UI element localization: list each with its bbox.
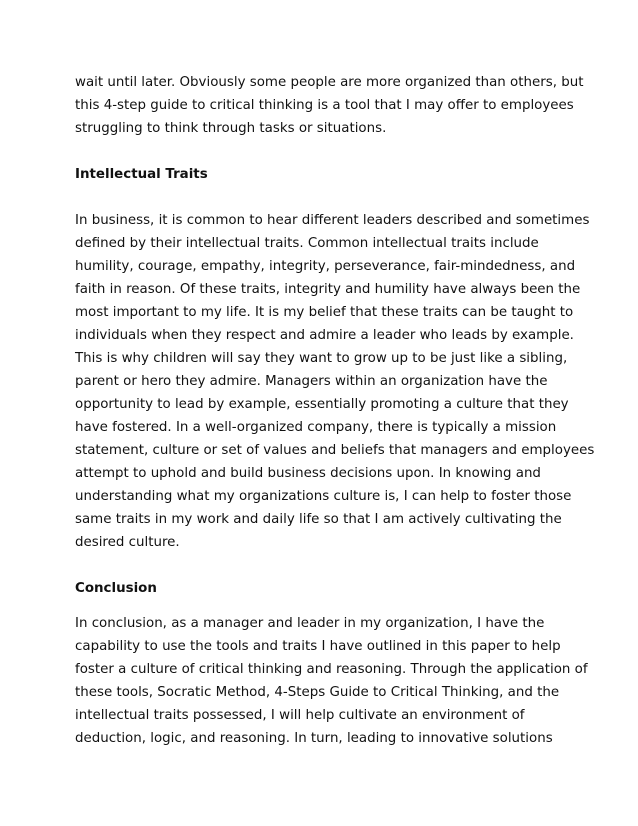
paragraph-line: deduction, logic, and reasoning. In turn, leading to innovative solutions <box>75 731 553 746</box>
heading-spacer <box>75 600 598 612</box>
intro-paragraph <box>75 71 598 140</box>
section-heading-conclusion: Conclusion <box>75 581 157 596</box>
conclusion-paragraph <box>75 612 598 750</box>
paragraph-line: In business, it is common to hear different leaders described and sometimes <box>75 213 590 228</box>
paragraph-line: parent or hero they admire. Managers within an organization have the <box>75 374 548 389</box>
paragraph-line: foster a culture of critical thinking and reasoning. Through the application of <box>75 662 588 677</box>
paragraph-line: desired culture. <box>75 535 180 550</box>
paragraph-line: most important to my life. It is my belief that these traits can be taught to <box>75 305 574 320</box>
paragraph-line: individuals when they respect and admire a leader who leads by example. <box>75 328 574 343</box>
paragraph-line: humility, courage, empathy, integrity, perseverance, fair-mindedness, and <box>75 259 576 274</box>
paragraph-line: defined by their intellectual traits. Common intellectual traits include <box>75 236 539 251</box>
paragraph-line: capability to use the tools and traits I have outlined in this paper to help <box>75 639 561 654</box>
paragraph-spacer <box>75 554 598 577</box>
paragraph-line: this 4-step guide to critical thinking is a tool that I may offer to employees <box>75 98 574 113</box>
paragraph-line: intellectual traits possessed, I will help cultivate an environment of <box>75 708 525 723</box>
paragraph-line: struggling to think through tasks or situations. <box>75 121 387 136</box>
paragraph-line: statement, culture or set of values and beliefs that managers and employees <box>75 443 595 458</box>
section-heading-intellectual-traits: Intellectual Traits <box>75 167 208 182</box>
paragraph-line: have fostered. In a well-organized company, there is typically a mission <box>75 420 557 435</box>
paragraph-line: attempt to uphold and build business decisions upon. In knowing and <box>75 466 541 481</box>
paragraph-line: same traits in my work and daily life so that I am actively cultivating the <box>75 512 562 527</box>
paragraph-line: opportunity to lead by example, essentially promoting a culture that they <box>75 397 569 412</box>
paragraph-line: faith in reason. Of these traits, integrity and humility have always been the <box>75 282 581 297</box>
intellectual-traits-paragraph <box>75 209 598 554</box>
paragraph-line: In conclusion, as a manager and leader in my organization, I have the <box>75 616 545 631</box>
paragraph-line: these tools, Socratic Method, 4-Steps Guide to Critical Thinking, and the <box>75 685 560 700</box>
paragraph-spacer <box>75 140 598 163</box>
paragraph-spacer <box>75 186 598 209</box>
paragraph-line: wait until later. Obviously some people are more organized than others, but <box>75 75 584 90</box>
paragraph-line: understanding what my organizations culture is, I can help to foster those <box>75 489 572 504</box>
paragraph-line: This is why children will say they want to grow up to be just like a sibling, <box>75 351 568 366</box>
